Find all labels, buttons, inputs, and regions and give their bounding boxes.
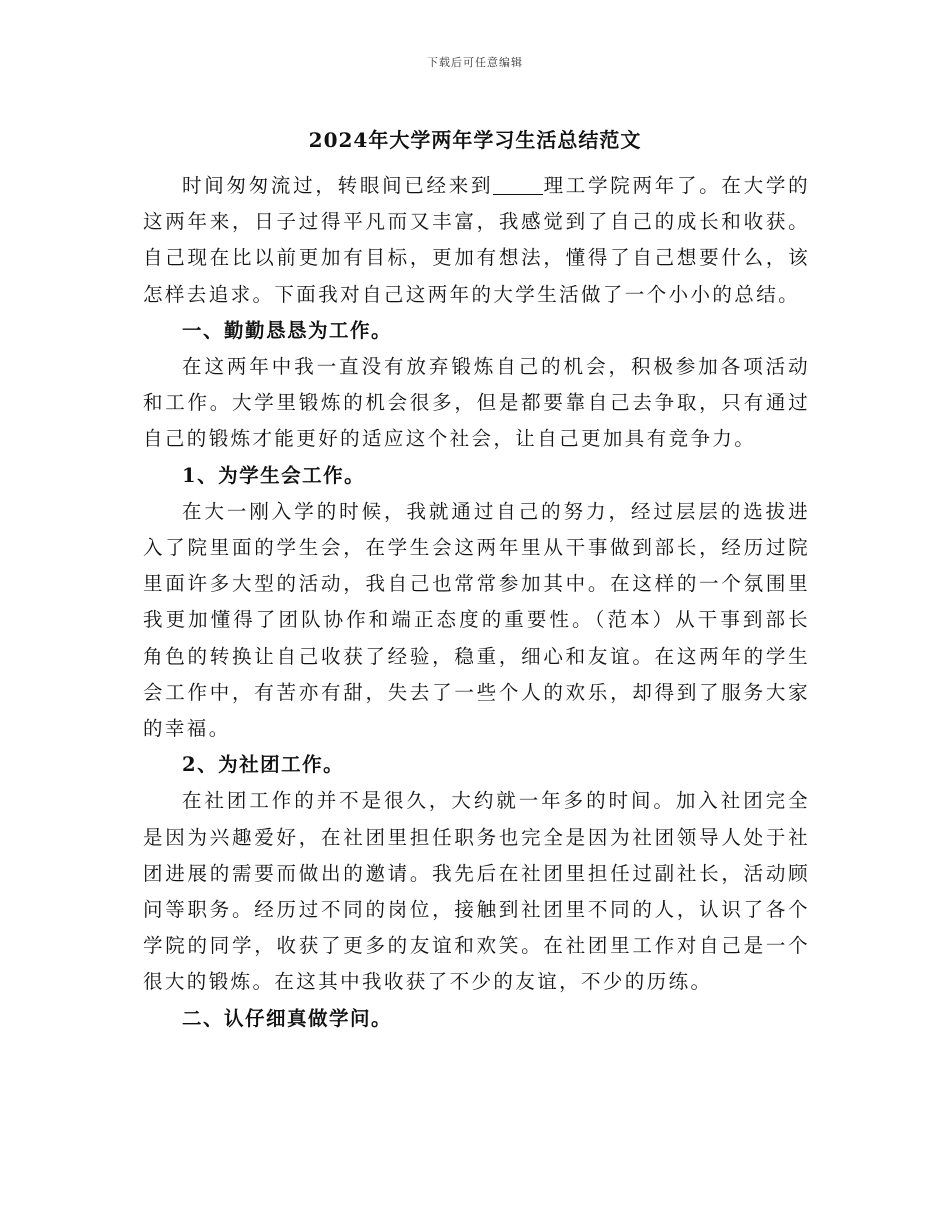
subsection-1-heading: 1、为学生会工作。 xyxy=(182,463,366,487)
intro-paragraph xyxy=(143,168,810,313)
subsection-2-paragraph: 在社团工作的并不是很久，大约就一年多的时间。加入社团完全是因为兴趣爱好，在社团里担任职务也完全是因为社团领导人处于社团进展的需要而做出的邀请。我先后在社团里担任过副社长，活动顾问等职务。经历过不同的岗位，接触到社团里不同的人，认识了各个学院的同学，收获了更多的友谊和欢笑。在社团里工作对自己是一个很大的锻炼。在这其中我收获了不少的友谊，不少的历练。 xyxy=(143,789,810,994)
section-2-heading: 二、认仔细真做学问。 xyxy=(182,1006,393,1030)
section-1-heading: 一、勤勤恳恳为工作。 xyxy=(182,318,393,342)
subsection-1-paragraph: 在大一刚入学的时候，我就通过自己的努力，经过层层的选拔进入了院里面的学生会，在学生会这两年里从干事做到部长，经历过院里面许多大型的活动，我自己也常常参加其中。在这样的一个氛围里我更加懂得了团队协作和端正态度的重要性。（范本）从干事到部长角色的转换让自己收获了经验，稳重，细心和友谊。在这两年的学生会工作中，有苦亦有甜，失去了一些个人的欢乐，却得到了服务大家的幸福。 xyxy=(143,499,810,741)
section-1-paragraph: 在这两年中我一直没有放弃锻炼自己的机会，积极参加各项活动和工作。大学里锻炼的机会很多，但是都要靠自己去争取，只有通过自己的锻炼才能更好的适应这个社会，让自己更加具有竞争力。 xyxy=(143,355,810,451)
subsection-2-heading: 2、为社团工作。 xyxy=(182,753,345,777)
document-body xyxy=(143,168,810,1037)
intro-text-end: 理工学院两年了。在大学的这两年来，日子过得平凡而又丰富，我感觉到了自己的成长和收获。自己现在比以前更加有目标，更加有想法，懂得了自己想要什么，该怎样去追求。下面我对自己这两年的大学生活做了一个小小的总结。 xyxy=(143,174,810,306)
document-title: 2024年大学两年学习生活总结范文 xyxy=(308,128,642,152)
intro-text-start: 时间匆匆流过，转眼间已经来到 xyxy=(182,174,494,197)
blank-underline xyxy=(493,175,543,196)
header-note: 下载后可任意编辑 xyxy=(427,56,523,69)
